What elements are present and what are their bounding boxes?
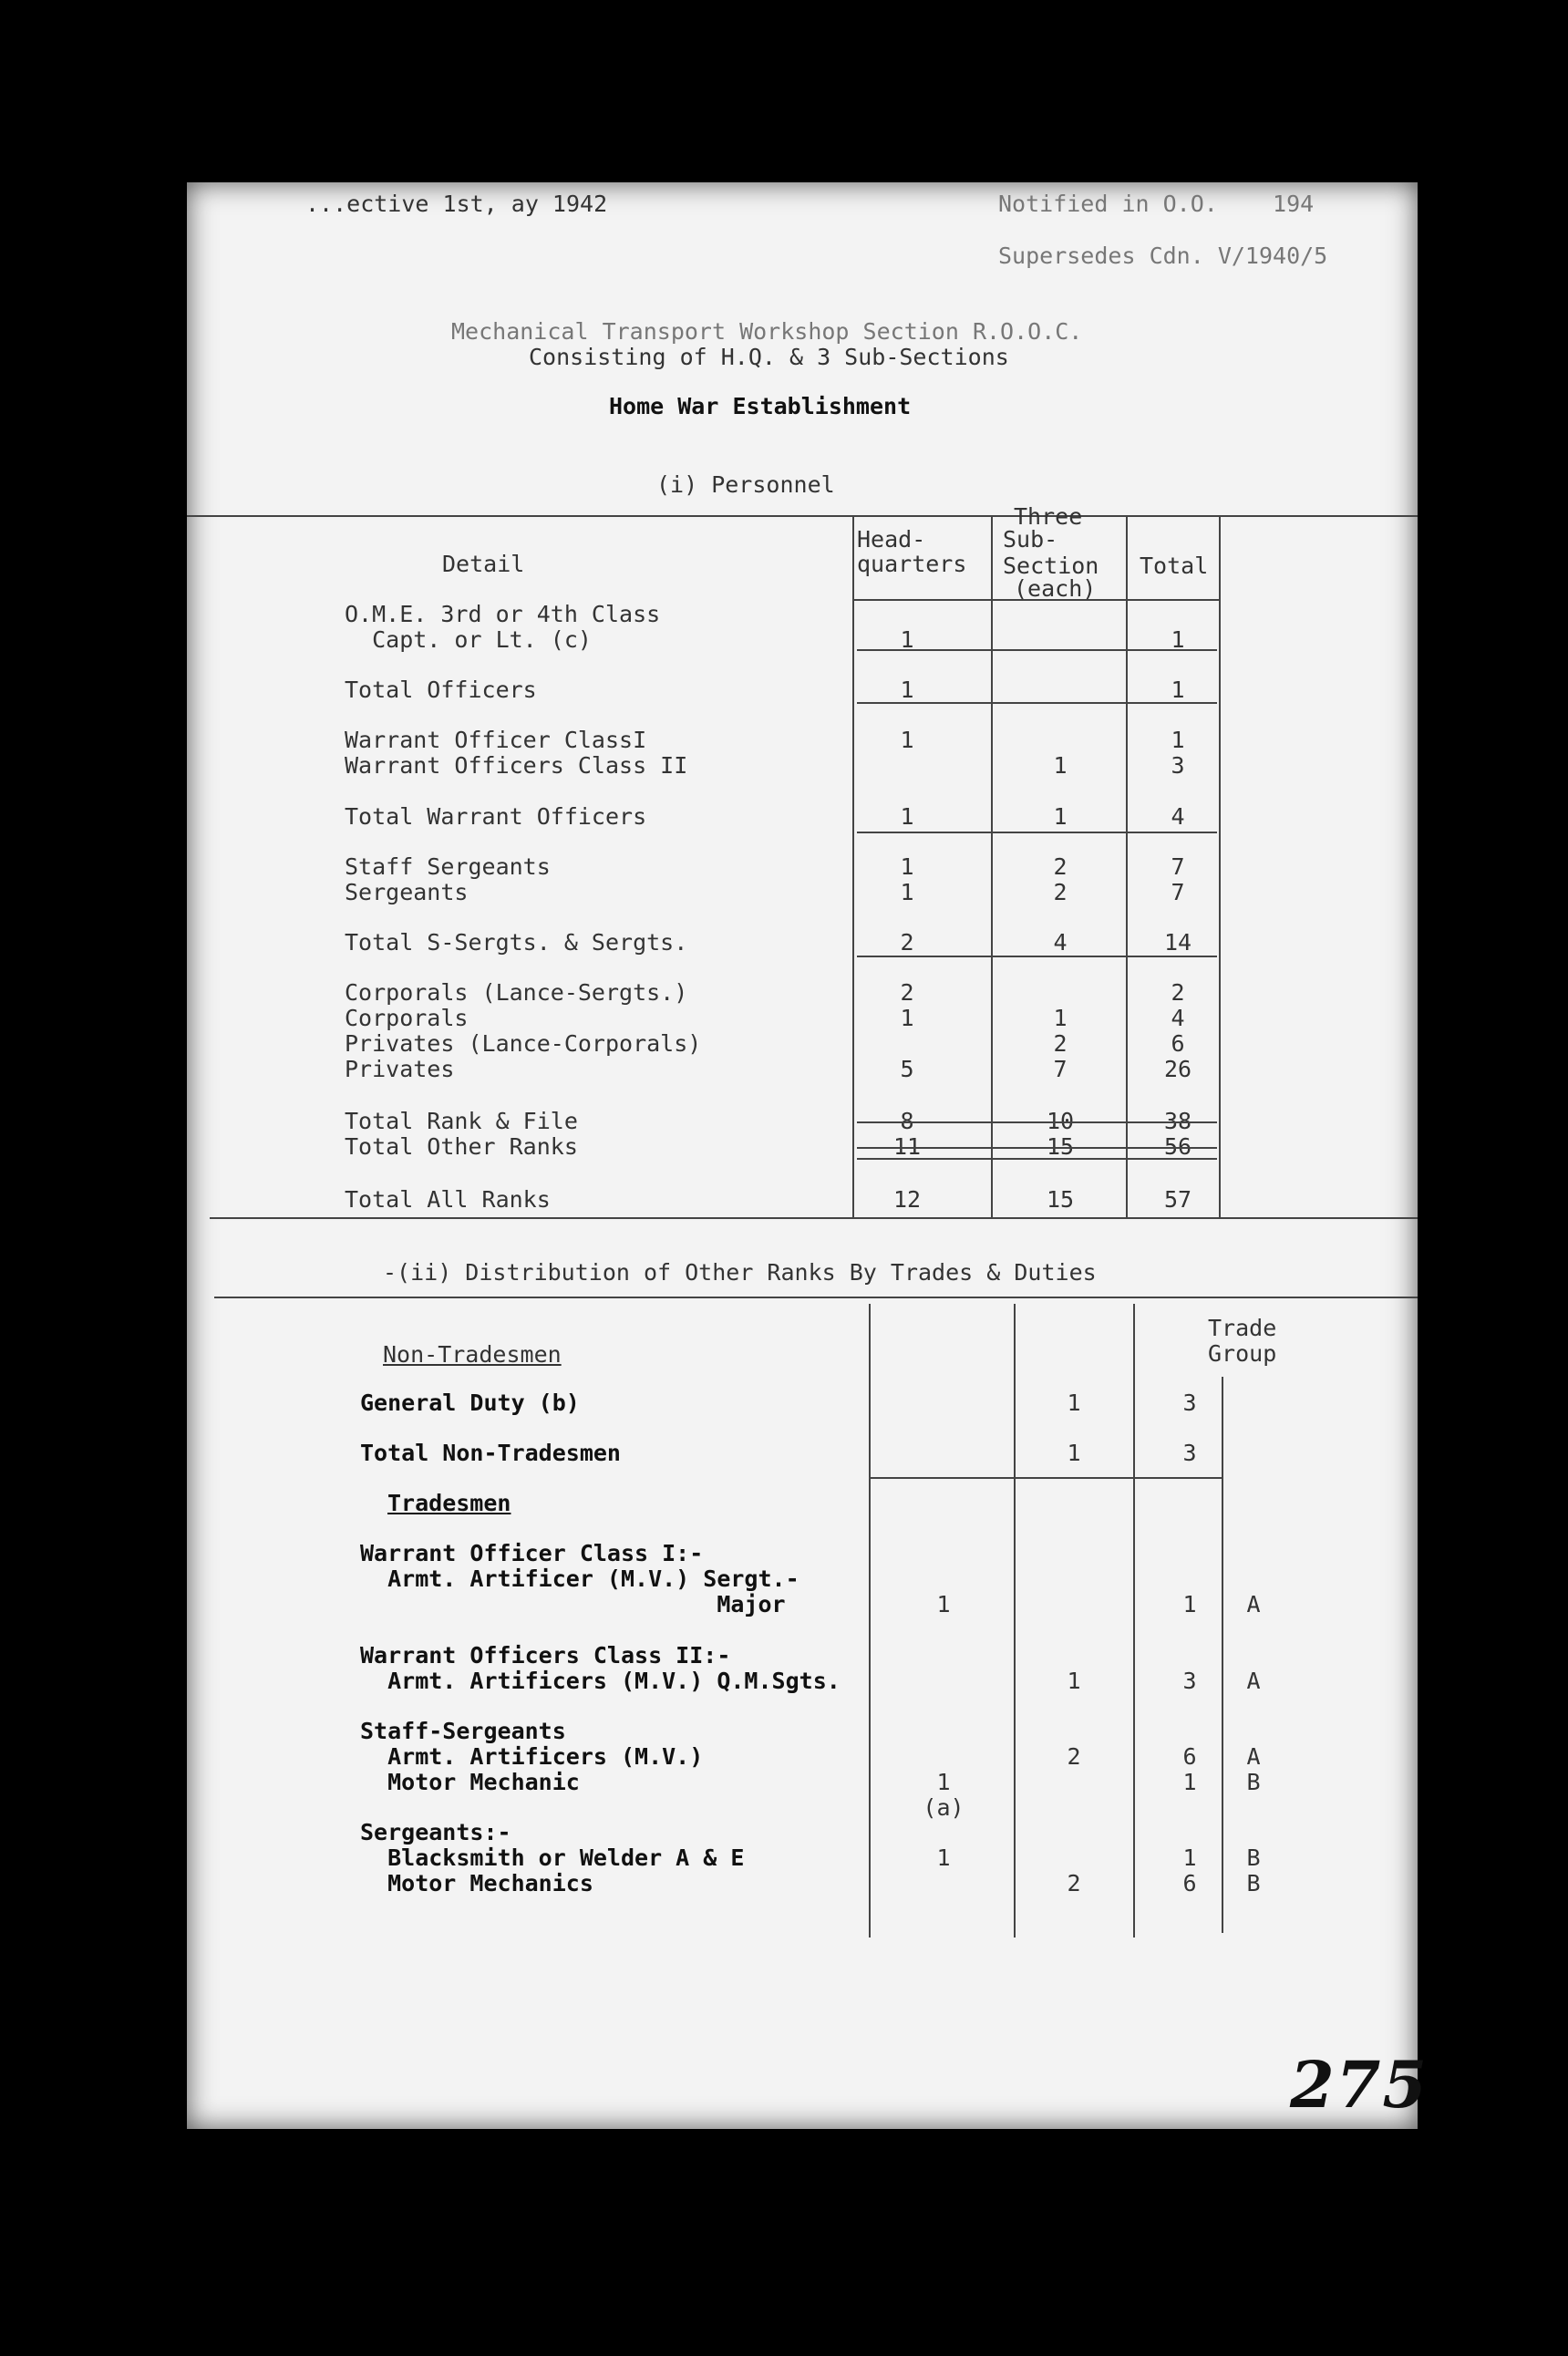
distribution-row-sub: 2 bbox=[1067, 1743, 1081, 1770]
row-rule bbox=[857, 956, 1217, 957]
distribution-row-sub: 1 bbox=[1067, 1390, 1081, 1416]
title-line-2: Consisting of H.Q. & 3 Sub-Sections bbox=[529, 344, 1009, 370]
personnel-row-total: 56 bbox=[1163, 1133, 1192, 1160]
distribution-row-label: Armt. Artificers (M.V.) Q.M.Sgts. bbox=[360, 1668, 841, 1694]
distribution-row-label: Motor Mechanic bbox=[360, 1769, 580, 1795]
personnel-col-line bbox=[1219, 515, 1221, 1217]
distribution-row-label: Warrant Officers Class II:- bbox=[360, 1642, 731, 1669]
personnel-row-sub: 15 bbox=[1046, 1133, 1075, 1160]
distribution-row-group: A bbox=[1246, 1591, 1261, 1617]
personnel-row-sub: 1 bbox=[1053, 752, 1068, 779]
distribution-row-hq: 1 (a) bbox=[923, 1769, 965, 1821]
distribution-row-label: Warrant Officer Class I:- bbox=[360, 1540, 704, 1566]
personnel-row-total: 14 bbox=[1163, 929, 1192, 956]
distribution-row-label: General Duty (b) bbox=[360, 1390, 580, 1416]
distribution-row-sub: 1 bbox=[1067, 1668, 1081, 1694]
distribution-row-label: Major bbox=[360, 1591, 786, 1617]
personnel-row-total: 6 bbox=[1171, 1030, 1185, 1057]
distribution-row-total: 3 bbox=[1182, 1390, 1197, 1416]
distribution-row-label: Blacksmith or Welder A & E bbox=[360, 1844, 745, 1871]
row-rule bbox=[857, 649, 1217, 651]
personnel-row-hq: 2 bbox=[900, 979, 914, 1006]
personnel-row-hq: 1 bbox=[900, 803, 914, 830]
personnel-row-label: Privates bbox=[345, 1056, 455, 1082]
personnel-heading: (i) Personnel bbox=[656, 471, 835, 498]
personnel-row-sub: 15 bbox=[1046, 1186, 1075, 1213]
personnel-row-hq: 1 bbox=[900, 727, 914, 753]
distribution-row-hq: 1 bbox=[936, 1844, 951, 1871]
title-line-1: Mechanical Transport Workshop Section R.O.O.C. bbox=[451, 318, 1083, 345]
personnel-row-label: Total Other Ranks bbox=[345, 1133, 578, 1160]
distribution-row-group: A bbox=[1246, 1743, 1261, 1770]
personnel-row-total: 1 bbox=[1171, 626, 1185, 653]
col-hq-header-1: Head- bbox=[857, 526, 926, 553]
distribution-row-group: A bbox=[1246, 1668, 1261, 1694]
personnel-row-total: 26 bbox=[1163, 1056, 1192, 1082]
distribution-row-total: 1 bbox=[1182, 1591, 1197, 1617]
supersedes-line: Supersedes Cdn. V/1940/5 bbox=[998, 243, 1328, 269]
page-number: 275 bbox=[1290, 2047, 1429, 2123]
personnel-col-line bbox=[852, 515, 854, 1217]
personnel-row-hq: 12 bbox=[892, 1186, 922, 1213]
distribution-row-group: B bbox=[1246, 1844, 1261, 1871]
personnel-row-sub: 2 bbox=[1053, 879, 1068, 905]
row-rule bbox=[857, 1121, 1217, 1123]
personnel-row-label: Staff Sergeants bbox=[345, 853, 551, 880]
distribution-row-group: B bbox=[1246, 1870, 1261, 1896]
personnel-row-hq: 2 bbox=[900, 929, 914, 956]
trade-header-1: Trade bbox=[1208, 1315, 1277, 1341]
tradesmen-heading: Tradesmen bbox=[387, 1490, 511, 1516]
personnel-row-sub: 2 bbox=[1053, 1030, 1068, 1057]
distribution-col-line bbox=[1133, 1304, 1135, 1938]
personnel-row-label: Total S-Sergts. & Sergts. bbox=[345, 929, 688, 956]
trade-header-2: Group bbox=[1208, 1340, 1277, 1367]
distribution-row-sub: 2 bbox=[1067, 1870, 1081, 1896]
distribution-row-sub: 1 bbox=[1067, 1440, 1081, 1466]
distribution-row-label: Sergeants:- bbox=[360, 1819, 511, 1845]
personnel-row-label: Total Warrant Officers bbox=[345, 803, 647, 830]
distribution-row-label: Armt. Artificer (M.V.) Sergt.- bbox=[360, 1566, 799, 1592]
personnel-row-total: 2 bbox=[1171, 979, 1185, 1006]
personnel-row-label: O.M.E. 3rd or 4th Class bbox=[345, 601, 661, 627]
personnel-row-total: 4 bbox=[1171, 1005, 1185, 1031]
personnel-row-hq: 11 bbox=[892, 1133, 922, 1160]
title-line-3: Home War Establishment bbox=[609, 393, 912, 419]
distribution-row-label: Staff-Sergeants bbox=[360, 1718, 566, 1744]
distribution-col-line bbox=[869, 1304, 871, 1938]
personnel-row-hq: 1 bbox=[900, 626, 914, 653]
personnel-row-hq: 1 bbox=[900, 1005, 914, 1031]
row-rule bbox=[857, 1158, 1217, 1160]
personnel-row-label: Warrant Officer ClassI bbox=[345, 727, 647, 753]
personnel-row-label: Corporals (Lance-Sergts.) bbox=[345, 979, 688, 1006]
distribution-row-label: Motor Mechanics bbox=[360, 1870, 593, 1896]
personnel-row-total: 3 bbox=[1171, 752, 1185, 779]
personnel-top-rule bbox=[187, 515, 1418, 517]
personnel-row-label: Sergeants bbox=[345, 879, 469, 905]
personnel-row-label: Capt. or Lt. (c) bbox=[345, 626, 592, 653]
personnel-row-label: Privates (Lance-Corporals) bbox=[345, 1030, 702, 1057]
col-sub-header-3: Section bbox=[1003, 553, 1099, 579]
personnel-row-total: 7 bbox=[1171, 879, 1185, 905]
personnel-row-sub: 7 bbox=[1053, 1056, 1068, 1082]
distribution-row-total: 1 bbox=[1182, 1844, 1197, 1871]
col-total-header: Total bbox=[1140, 553, 1209, 579]
distribution-row-group: B bbox=[1246, 1769, 1261, 1795]
distribution-row-total: 3 bbox=[1182, 1668, 1197, 1694]
non-tradesmen-heading: Non-Tradesmen bbox=[383, 1341, 562, 1368]
notified-line: Notified in O.O. 194 bbox=[998, 191, 1315, 217]
distribution-row-total: 6 bbox=[1182, 1870, 1197, 1896]
personnel-col-line bbox=[991, 515, 993, 1217]
col-sub-header-4: (each) bbox=[1014, 575, 1097, 602]
effective-date: ...ective 1st, ay 1942 bbox=[305, 191, 608, 217]
distribution-col-line bbox=[1222, 1377, 1223, 1933]
personnel-row-hq: 1 bbox=[900, 879, 914, 905]
personnel-row-sub: 10 bbox=[1046, 1108, 1075, 1134]
personnel-row-sub: 1 bbox=[1053, 1005, 1068, 1031]
distribution-sub-rule bbox=[869, 1477, 1222, 1479]
distribution-row-total: 6 bbox=[1182, 1743, 1197, 1770]
distribution-heading: -(ii) Distribution of Other Ranks By Trades & Duties bbox=[383, 1259, 1097, 1286]
distribution-row-hq: 1 bbox=[936, 1591, 951, 1617]
personnel-row-sub: 1 bbox=[1053, 803, 1068, 830]
personnel-row-hq: 1 bbox=[900, 853, 914, 880]
personnel-row-sub: 2 bbox=[1053, 853, 1068, 880]
personnel-row-label: Warrant Officers Class II bbox=[345, 752, 688, 779]
personnel-row-hq: 5 bbox=[900, 1056, 914, 1082]
personnel-bottom-rule bbox=[210, 1217, 1418, 1219]
row-rule bbox=[857, 832, 1217, 833]
distribution-col-line bbox=[1014, 1304, 1016, 1938]
col-sub-header-1: Three bbox=[1014, 503, 1083, 530]
personnel-row-sub: 4 bbox=[1053, 929, 1068, 956]
personnel-row-label: Corporals bbox=[345, 1005, 469, 1031]
personnel-row-label: Total Officers bbox=[345, 677, 537, 703]
personnel-row-label: Total All Ranks bbox=[345, 1186, 551, 1213]
row-rule bbox=[857, 702, 1217, 704]
personnel-row-total: 38 bbox=[1163, 1108, 1192, 1134]
personnel-row-total: 4 bbox=[1171, 803, 1185, 830]
row-rule bbox=[857, 1147, 1217, 1149]
personnel-row-label: Total Rank & File bbox=[345, 1108, 578, 1134]
col-detail-header: Detail bbox=[442, 551, 525, 577]
col-sub-header-2: Sub- bbox=[1003, 526, 1058, 553]
personnel-row-total: 1 bbox=[1171, 727, 1185, 753]
personnel-row-hq: 1 bbox=[900, 677, 914, 703]
distribution-top-rule bbox=[214, 1297, 1418, 1298]
personnel-row-total: 1 bbox=[1171, 677, 1185, 703]
personnel-row-total: 7 bbox=[1171, 853, 1185, 880]
personnel-row-hq: 8 bbox=[900, 1108, 914, 1134]
personnel-col-line bbox=[1126, 515, 1128, 1217]
distribution-row-label: Total Non-Tradesmen bbox=[360, 1440, 621, 1466]
distribution-row-total: 3 bbox=[1182, 1440, 1197, 1466]
personnel-row-total: 57 bbox=[1163, 1186, 1192, 1213]
col-hq-header-2: quarters bbox=[857, 551, 967, 577]
distribution-row-total: 1 bbox=[1182, 1769, 1197, 1795]
distribution-row-label: Armt. Artificers (M.V.) bbox=[360, 1743, 704, 1770]
